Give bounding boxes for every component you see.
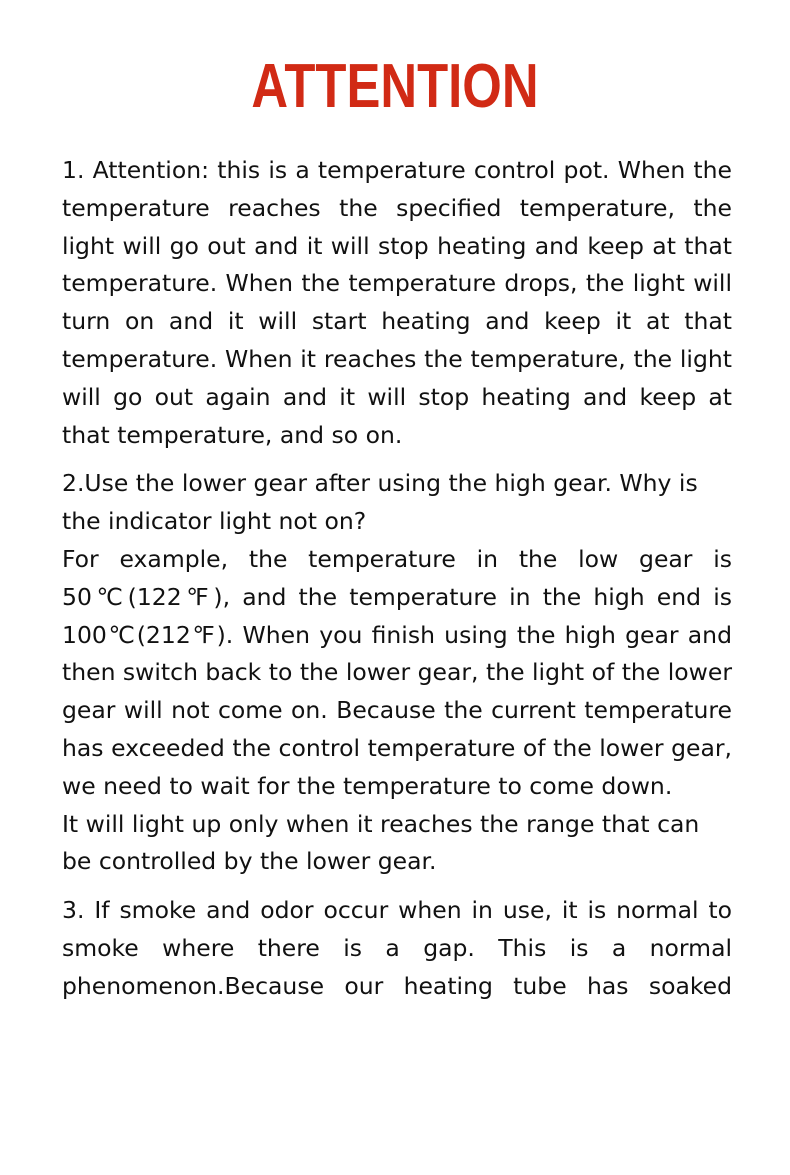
paragraph-2-note: It will light up only when it reaches the range that can be controlled by the lower gear.: [62, 809, 700, 876]
paragraph-3: 3. If smoke and odor occur when in use, it is normal to smoke where there is a gap. This is a normal phenomenon.Because our heating tube has soaked: [62, 896, 732, 1000]
paragraph-2-example: For example, the temperature in the low gear is 50℃(122℉), and the temperature in the high end is 100℃(212℉). When you finish using the high gear and then switch back to the lower gear, the light of the lower gear will not come on. Because the current temperature has exceeded the control temperature of the lower gear, we need to wait for the temperature to come down.: [62, 544, 732, 800]
page-title: ATTENTION: [251, 52, 539, 121]
paragraph-1: 1. Attention: this is a temperature control pot. When the temperature reaches the specified temperature, the light will go out and it will stop heating and keep at that temperature. When the temperature drops, the light will turn on and it will start heating and keep it at that temperature. When it reaches the temperature, the light will go out again and it will stop heating and keep at that temperature, and so on.: [62, 156, 732, 449]
paragraph-2-question: 2.Use the lower gear after using the high gear. Why is the indicator light not on?: [62, 469, 698, 536]
document-body: [62, 152, 732, 1006]
